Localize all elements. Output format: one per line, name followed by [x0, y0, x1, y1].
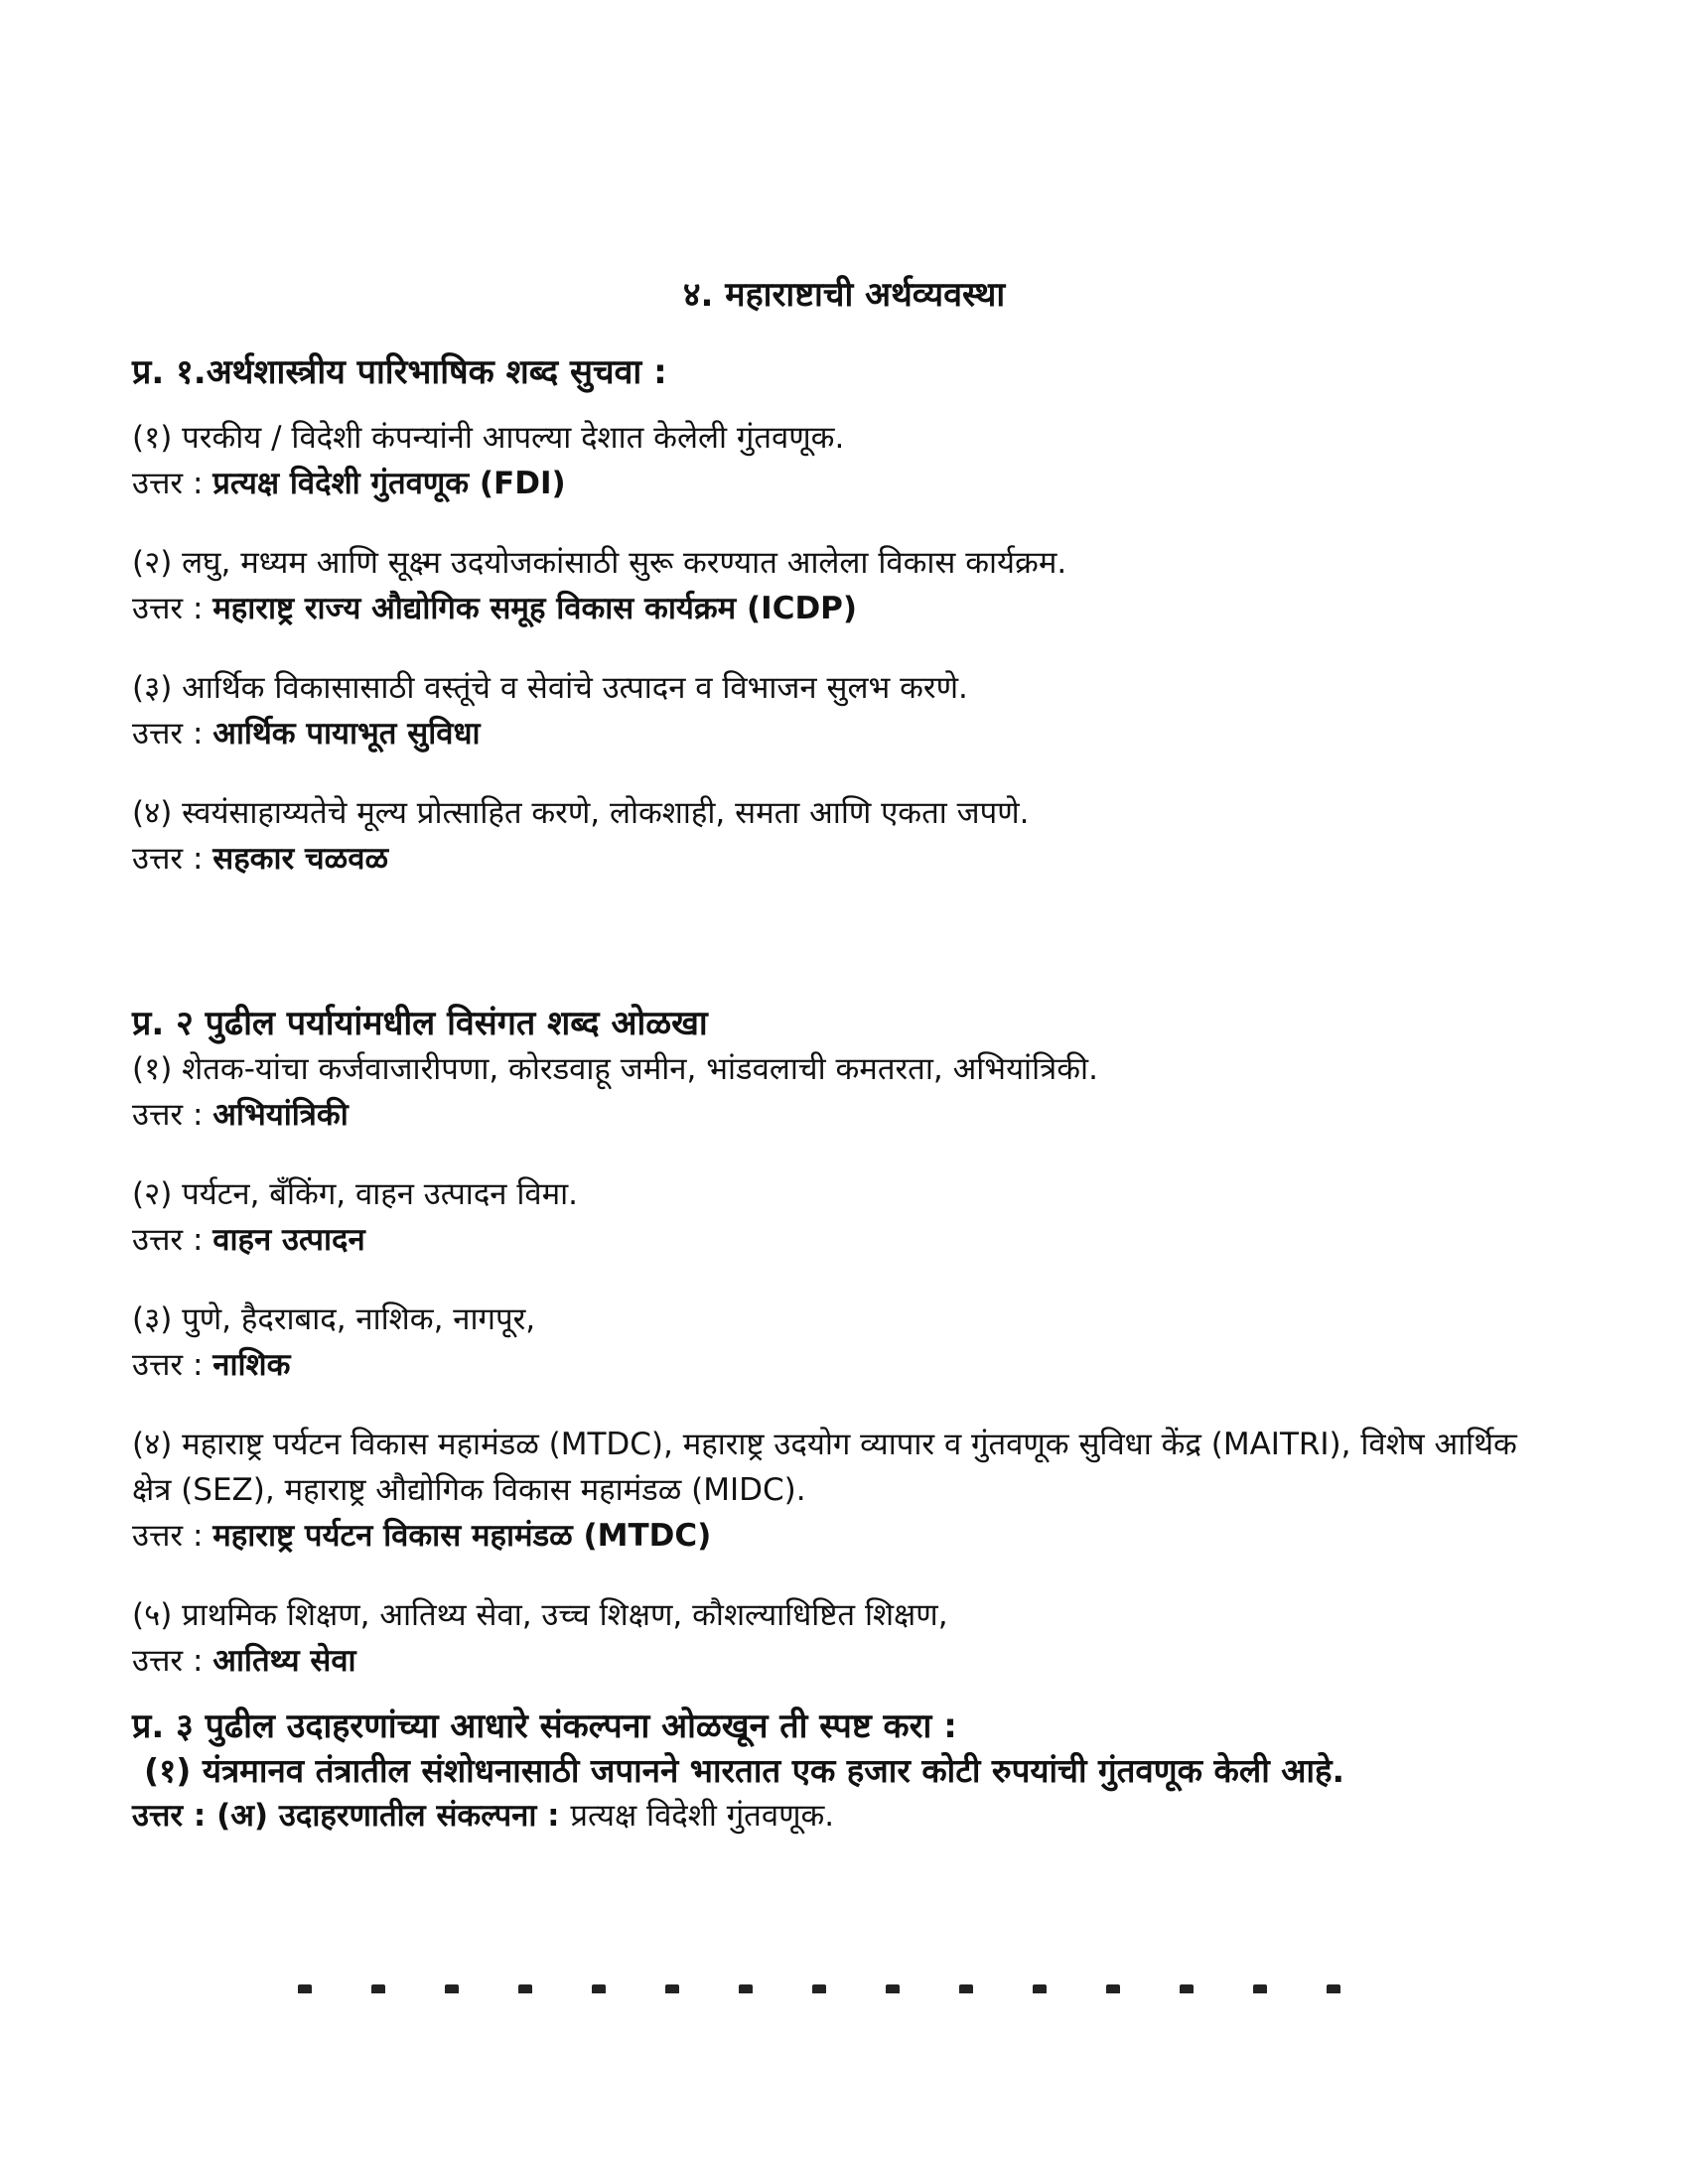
answer-value: सहकार चळवळ [212, 841, 389, 877]
q1-heading: प्र. १.अर्थशास्त्रीय पारिभाषिक शब्द सुचवा : [132, 352, 667, 392]
document-content [132, 349, 1562, 1839]
q2-item-5 [132, 1592, 1562, 1684]
answer-prefix: उत्तर : [132, 1347, 213, 1383]
q2-item-3-question: (३) पुणे, हैदराबाद, नाशिक, नागपूर, [132, 1301, 536, 1337]
answer-value: नाशिक [212, 1347, 291, 1383]
q2-item-3-answer-line [132, 1342, 1562, 1388]
q2-item-2-answer-line [132, 1217, 1562, 1263]
q1-item-4-answer-line [132, 836, 1562, 882]
q3-answer-line [132, 1793, 1562, 1839]
q1-item-3 [132, 665, 1562, 756]
chapter-title: ४. महाराष्टाची अर्थव्यवस्था [682, 275, 1006, 315]
q2-item-2 [132, 1171, 1562, 1263]
q2-item-1-question: (१) शेतक-यांचा कर्जवाजारीपणा, कोरडवाहू जमीन, भांडवलाची कमतरता, अभियांत्रिकी. [132, 1051, 1098, 1087]
q1-item-3-question: (३) आर्थिक विकासासाठी वस्तूंचे व सेवांचे उत्पादन व विभाजन सुलभ करणे. [132, 670, 968, 706]
q2-item-4-answer-line [132, 1513, 1562, 1559]
q2-item-4 [132, 1422, 1562, 1559]
q3-heading: प्र. ३ पुढील उदाहरणांच्या आधारे संकल्पना ओळखून ती स्पष्ट करा : [132, 1706, 957, 1746]
q3-example: (१) यंत्रमानव तंत्रातील संशोधनासाठी जपानने भारतात एक हजार कोटी रुपयांची गुंतवणूक केली आहे. [144, 1751, 1345, 1790]
q1-item-1-answer-line [132, 461, 1562, 506]
answer-prefix: उत्तर : [132, 1097, 213, 1133]
q2-item-5-question: (५) प्राथमिक शिक्षण, आतिथ्य सेवा, उच्च शिक्षण, कौशल्याधिष्टित शिक्षण, [132, 1597, 948, 1633]
q2-item-1-answer-line [132, 1092, 1562, 1138]
q2-item-5-answer-line [132, 1638, 1562, 1684]
q1-item-4 [132, 790, 1562, 882]
q3-answer-text: प्रत्यक्ष विदेशी गुंतवणूक. [570, 1798, 835, 1834]
q2-item-1 [132, 1046, 1562, 1138]
q2-item-2-question: (२) पर्यटन, बँकिंग, वाहन उत्पादन विमा. [132, 1176, 579, 1212]
q1-item-2-question: (२) लघु, मध्यम आणि सूक्ष्म उदयोजकांसाठी सुरू करण्यात आलेला विकास कार्यक्रम. [132, 545, 1067, 581]
answer-prefix: उत्तर : [132, 591, 213, 626]
q2-item-3 [132, 1297, 1562, 1388]
q1-item-1 [132, 415, 1562, 506]
q1-item-2-answer-line [132, 586, 1562, 631]
q1-item-2 [132, 540, 1562, 631]
answer-prefix: उत्तर : [132, 841, 213, 877]
q2-heading: प्र. २ पुढील पर्यायांमधील विसंगत शब्द ओळखा [132, 1004, 708, 1043]
answer-prefix: उत्तर : [132, 1643, 213, 1679]
answer-value: अभियांत्रिकी [212, 1097, 349, 1133]
q3-answer-label: उत्तर : (अ) उदाहरणातील संकल्पना : [132, 1798, 571, 1834]
answer-prefix: उत्तर : [132, 716, 213, 751]
q1-item-1-question: (१) परकीय / विदेशी कंपन्यांनी आपल्या देशात केलेली गुंतवणूक. [132, 420, 845, 456]
answer-value: महाराष्ट्र पर्यटन विकास महामंडळ (MTDC) [212, 1518, 712, 1554]
answer-value: आर्थिक पायाभूत सुविधा [212, 716, 481, 751]
answer-value: वाहन उत्पादन [212, 1222, 365, 1258]
q1-item-3-answer-line [132, 711, 1562, 756]
answer-value: प्रत्यक्ष विदेशी गुंतवणूक (FDI) [212, 466, 566, 501]
answer-value: आतिथ्य सेवा [212, 1643, 356, 1679]
answer-prefix: उत्तर : [132, 466, 213, 501]
q1-item-4-question: (४) स्वयंसाहाय्यतेचे मूल्य प्रोत्साहित करणे, लोकशाही, समता आणि एकता जपणे. [132, 795, 1030, 831]
answer-prefix: उत्तर : [132, 1518, 213, 1554]
answer-prefix: उत्तर : [132, 1222, 213, 1258]
answer-value: महाराष्ट्र राज्य औद्योगिक समूह विकास कार्यक्रम (ICDP) [212, 591, 858, 626]
cropped-text-fragment [298, 1979, 1440, 1993]
q2-item-4-question: (४) महाराष्ट्र पर्यटन विकास महामंडळ (MTDC), महाराष्ट्र उदयोग व्यापार व गुंतवणूक सुविधा केंद्र (MAITRI), विशेष आर्थिक क्षेत्र (SEZ), महाराष्ट्र औद्योगिक विकास महामंडळ (MIDC). [132, 1427, 1517, 1508]
